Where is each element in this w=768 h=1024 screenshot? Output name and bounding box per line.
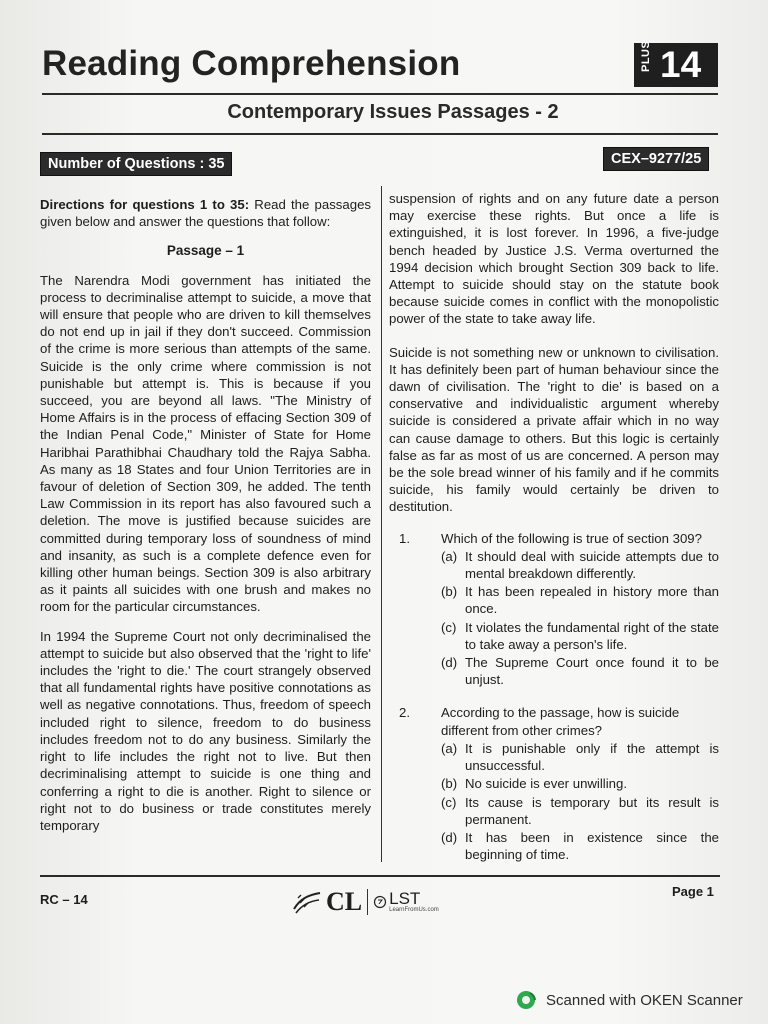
code-badge: CEX–9277/25 — [603, 147, 709, 171]
plus-badge — [634, 40, 718, 87]
passage-paragraph: In 1994 the Supreme Court not only decriminalised the attempt to suicide but also observed that the 'right to life' includes the 'right to die.' The court strangely observed that all fundamental rights have positive connotations as well as negative connotations. Thus, freedom of speech included right to silence, freedom to do business includes freedom not to do any business. Similarly the right to life includes the right not to live. But then decriminalising attempt to suicide is one thing and conferring a right to die is another. Right to silence or right not to do business or trade constitutes merely temporary — [40, 628, 371, 833]
option-label: (c) — [441, 794, 457, 810]
option-text: It is punishable only if the attempt is unsuccessful. — [465, 740, 719, 774]
option-label: (b) — [441, 776, 458, 792]
page-number: Page 1 — [672, 884, 714, 899]
option-text: It should deal with suicide attempts due to mental breakdown differently. — [465, 548, 719, 582]
logo-lst-wrap — [389, 888, 439, 914]
option-text: Its cause is temporary but its result is permanent. — [465, 794, 719, 827]
scanner-watermark — [516, 990, 743, 1010]
cl-swirl-icon — [292, 889, 322, 915]
passage-paragraph: The Narendra Modi government has initiated the process to decriminalise attempt to suicide, a move that will ensure that people who are driven to kill themselves do not end up in jail if they don't succeed. Commission of the crime is more serious than attempts of the same. Suicide is the only crime where commission is not punishable but attempt is. This is because if you succeed, you are beyond all laws. "The Ministry of Home Affairs is in the process of effacing Section 309 of the Indian Penal Code," Minister of State for Home Haribhai Parathibhai Chaudhary told the Rajya Sabha. As many as 18 States and four Union Territories are in favour of deletion of Section 309, he added. The tenth Law Commission in its report has also favoured such a deletion. The move is justified because suicides are committed during temporary loss of soundness of mind and insanity, as such is a complete defence even for killing other human beings. Section 309 is also arbitrary as it paints all suicides with one brush and makes no room for the particular circumstances. — [40, 272, 371, 615]
right-column — [389, 190, 719, 873]
question-text: Which of the following is true of section 309? — [441, 530, 702, 546]
option-text: No suicide is ever unwilling. — [465, 776, 627, 792]
passage-paragraph: suspension of rights and on any future date a person may exercise these rights. But once a life is extinguished, it is lost forever. In 1996, a five-judge bench headed by Justice J.S. Verma overturned the 1994 decision which brought Section 309 back to life. Attempt to suicide should stay on the statute book because suicide comes in conflict with the monopolistic power of the state to take away life. — [389, 191, 719, 327]
lst-circle-icon — [373, 895, 387, 909]
subtitle-rule — [42, 133, 718, 135]
passage-title: Passage – 1 — [166, 243, 245, 259]
directions-lead: Directions for questions 1 to 35: — [40, 197, 250, 212]
option-label: (d) — [441, 655, 458, 671]
passage-paragraph: Suicide is not something new or unknown to civilisation. It has definitely been part of human behaviour since the dawn of civilisation. The 'right to die' is based on a conservative and individualistic argument whereby suicide is considered a private affair which in no way can cause damage to others. But this logic is certainly false as far as most of us are concerned. A person may be the sole bread winner of his family and if he commits suicide, his family would certainly be driven to destitution. — [389, 344, 719, 515]
column-divider — [381, 186, 382, 862]
answer-option[interactable] — [441, 619, 719, 653]
option-text: The Supreme Court once found it to be unjust. — [465, 655, 719, 688]
plus-number: 14 — [660, 44, 702, 85]
logo-lst: LST — [389, 888, 421, 908]
option-label: (d) — [441, 829, 458, 845]
footer-code: RC – 14 — [40, 892, 88, 907]
logo-cl: CL — [326, 887, 363, 916]
question — [389, 704, 719, 863]
footer-rule — [40, 875, 720, 877]
page-subtitle: Contemporary Issues Passages - 2 — [227, 101, 559, 123]
directions — [40, 196, 371, 230]
option-label: (a) — [441, 548, 458, 564]
option-label: (b) — [441, 584, 458, 600]
option-text: It has been in existence since the beginning of time. — [465, 829, 719, 863]
directions-text: Read the passages given below and answer the questions that follow: — [40, 197, 371, 230]
logo-lst-small: LearnFromUs.com — [389, 906, 439, 913]
publisher-logo — [292, 884, 439, 920]
question — [389, 530, 719, 689]
option-text: It violates the fundamental right of the state to take away a person's life. — [465, 619, 719, 652]
answer-option[interactable] — [441, 548, 719, 582]
scanner-text: Scanned with OKEN Scanner — [546, 991, 743, 1009]
num-questions-badge: Number of Questions : 35 — [40, 152, 232, 176]
option-text: It has been repealed in history more than once. — [465, 584, 719, 617]
page-title: Reading Comprehension — [42, 44, 461, 83]
left-column — [40, 196, 371, 846]
title-rule — [42, 93, 718, 95]
answer-option[interactable] — [441, 775, 719, 792]
logo-separator — [367, 889, 368, 915]
question-number: 2. — [399, 705, 410, 721]
answer-option[interactable] — [441, 583, 719, 617]
plus-label: PLUS — [640, 40, 652, 72]
question-number: 1. — [399, 530, 410, 546]
answer-option[interactable] — [441, 794, 719, 828]
answer-option[interactable] — [441, 654, 719, 688]
option-label: (a) — [441, 740, 458, 756]
oken-scanner-icon — [516, 990, 536, 1010]
question-text: According to the passage, how is suicide different from other crimes? — [441, 705, 680, 738]
answer-option[interactable] — [441, 829, 719, 863]
option-label: (c) — [441, 619, 457, 635]
answer-option[interactable] — [441, 740, 719, 774]
